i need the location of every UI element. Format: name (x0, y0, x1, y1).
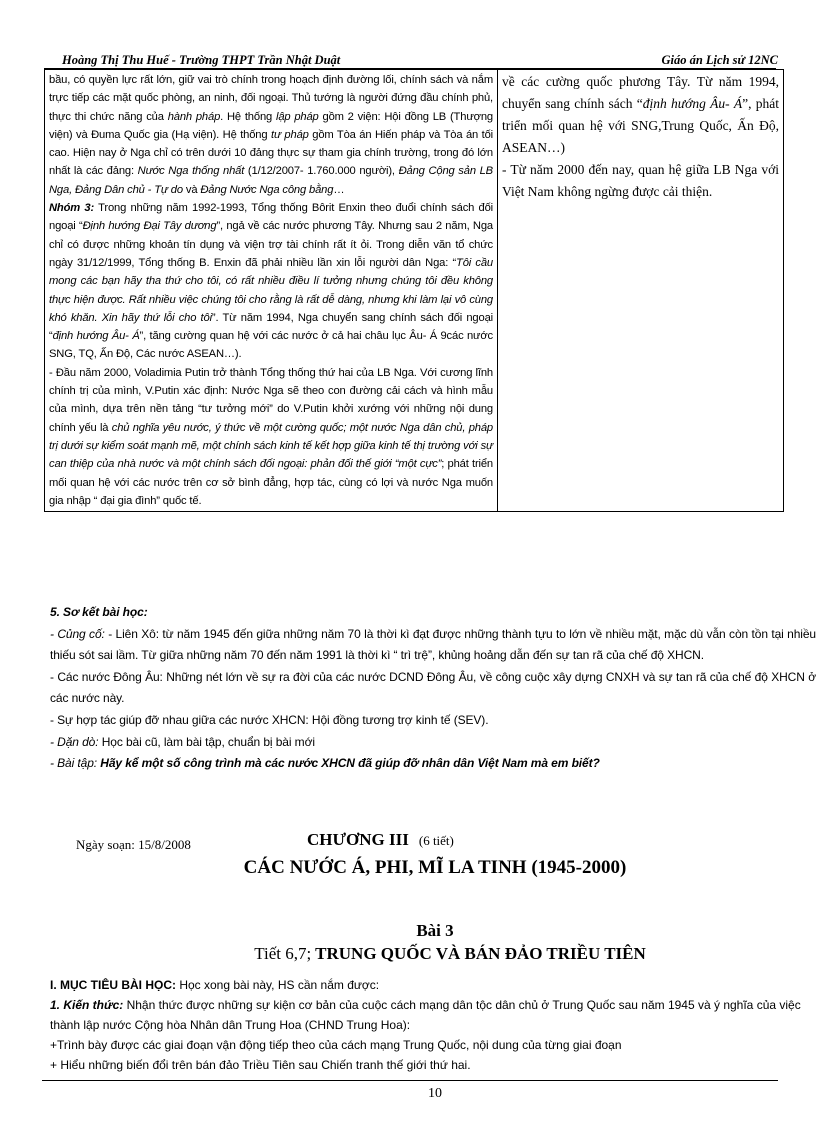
summary-cooperation: - Sự hợp tác giúp đỡ nhau giữa các nước XHCN: Hội đồng tương trợ kinh tế (SEV). (50, 712, 489, 727)
text: Học bài cũ, làm bài tập, chuẩn bị bài mới (98, 734, 315, 749)
knowledge-objective (50, 995, 816, 1035)
objectives-heading (50, 975, 816, 995)
text: về các cường quốc phương Tây. Từ năm 1994, chuyển sang chính sách “ (502, 74, 779, 111)
objective-bullet-2: + Hiểu những biến đổi trên bán đảo Triều Tiên sau Chiến tranh thế giới thứ hai. (50, 1058, 471, 1072)
chapter-periods: (6 tiết) (418, 833, 454, 848)
chapter-name: CHƯƠNG III (307, 830, 409, 849)
objectives-section (50, 975, 816, 1075)
text: (1/12/2007- 1.760.000 người), (244, 165, 399, 178)
header-author: Hoàng Thị Thu Huế - Trường THPT Trần Nhật Duật (62, 53, 341, 67)
right-column (498, 70, 784, 512)
right-paragraph-1 (502, 71, 779, 159)
text-italic: Nước Nga thống nhất (137, 165, 245, 178)
text-italic: định hướng Âu- Á (52, 330, 140, 343)
text-italic: Định hướng Đại Tây dương (82, 220, 217, 233)
text: Nhận thức được những sự kiện cơ bản của cuộc cách mạng dân tộc dân chủ ở Trung Quốc sau năm 1945 và ý nghĩa của việc thành lập nước Cộng hòa Nhân dân Trung Hoa (CHND Trung Hoa): (50, 998, 801, 1032)
left-paragraph-2 (49, 199, 493, 364)
text: ”, ngả về các nước phương Tây. Nhưng sau 2 năm, Nga chỉ có được những khoản tín dụng và viện trợ tài chính rất ít ỏi. Trong diễn văn tổ chức ngày 31/12/1999, Tổng thống B. Enxin đã phải nhiều lần xin lỗi người dân Nga: “ (49, 220, 493, 269)
text: - Liên Xô: từ năm 1945 đến giữa những năm 70 là thời kì đạt được những thành tựu to lớn về nhiều mặt, mặc dù vẫn còn tồn tại nhiều thiếu sót sai lầm. Từ giữa những năm 70 đến năm 1991 là thời kì “ trì trệ”, khủng hoảng dẫn đến sự tan rã của chế độ XHCN. (50, 626, 816, 663)
text-italic: Đảng Nước Nga công bằng (200, 183, 334, 196)
summary-title: 5. Sơ kết bài học: (50, 605, 148, 619)
left-paragraph-3 (49, 364, 493, 510)
heading: I. MỤC TIÊU BÀI HỌC: (50, 978, 176, 992)
group-label: Nhóm 3: (49, 202, 95, 215)
text-italic: chủ nghĩa yêu nước, ý thức về một cường quốc; một nước Nga dân chủ, pháp trị dưới sự kiểm soát mạnh mẽ, một chính sách kinh tế kết hợp giữa kinh tế thị trường với sự can thiệp của nhà nước và một chính sách đối ngoại: phản đối thế giới “một cực” (49, 421, 493, 471)
left-paragraph-1 (49, 71, 493, 199)
text: Học xong bài này, HS cần nắm được: (176, 978, 380, 992)
chapter-heading (307, 830, 454, 850)
chapter-title: CÁC NƯỚC Á, PHI, MĨ LA TINH (1945-2000) (243, 857, 627, 878)
footer-rule (42, 1080, 778, 1081)
text-italic: lập pháp (275, 110, 319, 123)
right-paragraph-2: - Từ năm 2000 đến nay, quan hệ giữa LB Nga với Việt Nam không ngừng được cải thiện. (502, 162, 779, 199)
text: và (182, 183, 201, 196)
header-subject: Giáo án Lịch sử 12NC (661, 53, 778, 67)
text: . Hệ thống (220, 110, 276, 123)
text: Trong những năm 1992-1993, Tổng thống Bôrit Enxin theo đuổi chính sách đối ngoại “ (49, 202, 494, 233)
lesson-topic: TRUNG QUỐC VÀ BÁN ĐẢO TRIỀU TIÊN (311, 944, 646, 963)
text-italic: định hướng Âu- Á (642, 96, 743, 111)
text-italic: hành pháp (167, 110, 221, 123)
page-header (62, 53, 778, 68)
lesson-name: Bài 3 (416, 921, 454, 940)
text: ; phát triển mối quan hệ với các nước trên cơ sở bình đẳng, hợp tác, cùng có lợi và nước Nga muốn gia nhập “ đại gia đình” quốc tế. (49, 458, 494, 507)
text: gồm Tòa án Hiến pháp và Tòa án tối cao. Hiện nay ở Nga chỉ có trên dưới 10 đảng thực sự tham gia chính trường, trong đó lớn nhất là các đảng: (49, 128, 493, 178)
text: - Đầu năm 2000, Voladimia Putin trở thành Tổng thống thứ hai của LB Nga. Với cương lĩnh chính trị của mình, V.Putin xác định: Nước Nga sẽ theo con đường cải cách và hình mẫu của mình, dựa trên nền tảng “tư tưởng mới” do V.Putin khởi xướng với những nội dung chính yếu là (49, 366, 493, 434)
left-column (45, 70, 498, 512)
text: gồm 2 viện: Hội đồng LB (Thượng viện) và Đuma Quốc gia (Hạ viện). Hệ thống (49, 110, 493, 141)
summary-homework (50, 732, 816, 754)
text: ”, tăng cường quan hệ với các nước ở cả hai châu lục Âu- Á 9các nước SNG, TQ, Ấn Độ, Các nước ASEAN…). (49, 330, 494, 361)
summary-consolidation (50, 624, 816, 667)
text: ”. Từ năm 1994, Nga chuyển sang chính sách đối ngoại “ (49, 311, 493, 343)
lesson-periods: Tiết 6,7; (254, 944, 312, 963)
exercise-question: Hãy kể một số công trình mà các nước XHCN đã giúp đỡ nhân dân Việt Nam mà em biết? (97, 756, 600, 771)
lesson-title (0, 944, 816, 964)
lesson-summary (50, 602, 816, 775)
label: - Bài tập: (50, 756, 98, 771)
label: - Dặn dò: (50, 734, 99, 749)
text-italic: Tôi cầu mong các bạn hãy tha thứ cho tôi, có rất nhiều điều lí tưởng nhưng chúng tôi đều không thực hiện được. Rất nhiều việc chúng tôi cho rằng là rất dễ dàng, nhưng khi làm lại vô cùng khó khăn. Xin hãy thứ lỗi cho tôi (49, 256, 493, 324)
label: 1. Kiến thức: (50, 998, 124, 1012)
label: - Củng cố: (50, 626, 105, 641)
summary-eastern-europe: - Các nước Đông Âu: Những nét lớn về sự ra đời của các nước DCND Đông Âu, về công cuộc xây dựng CNXH và sự tan rã của chế độ XHCN ở các nước này. (50, 669, 816, 706)
lesson-table (44, 69, 784, 512)
objective-bullet-1: +Trình bày được các giai đoạn vận động tiếp theo của cách mạng Trung Quốc, nội dung của từng giai đoạn (50, 1038, 622, 1052)
text-italic: tư pháp (271, 128, 309, 141)
preparation-date: Ngày soạn: 15/8/2008 (76, 837, 191, 852)
text: bầu, có quyền lực rất lớn, giữ vai trò chính trong hoạch định đường lối, chính sách và nắm trực tiếp các mặt quốc phòng, an ninh, đối ngoại. Thủ tướng là người đứng đầu chính phủ, thực thi chức năng của (49, 74, 493, 123)
text: ”, phát triển mối quan hệ với SNG,Trung Quốc, Ấn Độ, ASEAN…) (502, 96, 779, 155)
page-number: 10 (428, 1086, 442, 1101)
text-italic: Đảng Cộng sản LB Nga, Đảng Dân chủ - Tự do (49, 165, 493, 196)
text: … (333, 183, 345, 196)
summary-exercise (50, 753, 816, 775)
